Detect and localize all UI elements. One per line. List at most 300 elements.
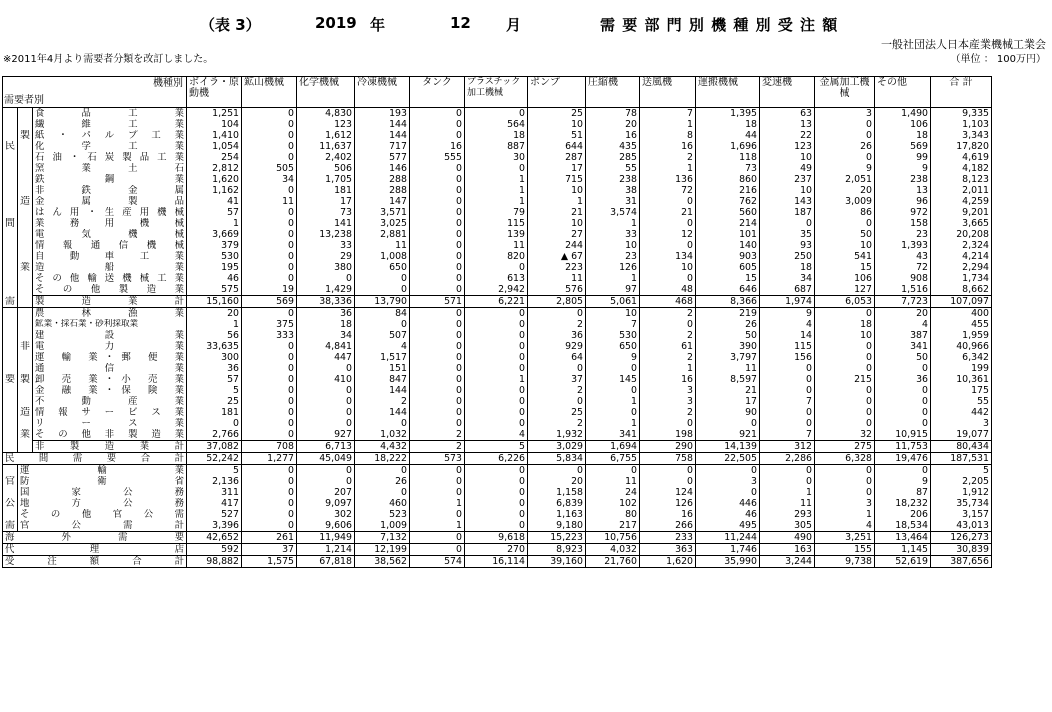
- group-label: [3, 352, 18, 363]
- table-cell: 0: [815, 487, 875, 498]
- table-cell: 569: [242, 296, 297, 308]
- table-cell: 36: [187, 363, 242, 374]
- table-cell: 1: [760, 487, 815, 498]
- group-label: [3, 441, 18, 453]
- table-cell: 63: [760, 108, 815, 120]
- table-row: [3, 229, 992, 240]
- table-cell: 0: [586, 465, 640, 477]
- row-label: 非 鉄 金 属: [33, 185, 187, 196]
- group-label: [18, 240, 33, 251]
- table-cell: 73: [297, 207, 355, 218]
- table-cell: 102: [586, 498, 640, 509]
- table-cell: 141: [297, 218, 355, 229]
- table-cell: 4: [815, 520, 875, 532]
- table-cell: 0: [410, 163, 465, 174]
- table-cell: 0: [528, 308, 586, 320]
- table-cell: 0: [640, 418, 696, 429]
- table-row: [3, 476, 992, 487]
- group-label: [3, 465, 18, 477]
- table-cell: 86: [815, 207, 875, 218]
- table-cell: 10: [528, 119, 586, 130]
- table-cell: 0: [242, 108, 297, 120]
- table-cell: 0: [410, 396, 465, 407]
- table-cell: 11: [528, 273, 586, 284]
- table-cell: 1,620: [187, 174, 242, 185]
- col-header-plastic: プラスチック加工機械: [465, 77, 528, 108]
- table-cell: 0: [465, 319, 528, 330]
- table-cell: 0: [242, 308, 297, 320]
- table-cell: 0: [815, 385, 875, 396]
- table-cell: 564: [465, 119, 528, 130]
- group-label: [18, 441, 33, 453]
- group-label: 需: [3, 296, 18, 308]
- table-cell: 5,834: [528, 453, 586, 465]
- table-cell: 1: [465, 374, 528, 385]
- table-row: [3, 251, 992, 262]
- table-cell: 1,734: [931, 273, 992, 284]
- table-cell: 140: [696, 240, 760, 251]
- group-label: [18, 308, 33, 320]
- table-cell: 18: [875, 130, 931, 141]
- table-cell: 0: [297, 363, 355, 374]
- table-cell: 468: [640, 296, 696, 308]
- group-label: [18, 152, 33, 163]
- table-cell: 0: [410, 130, 465, 141]
- table-cell: 7,132: [355, 532, 410, 544]
- table-cell: 21: [696, 385, 760, 396]
- group-label: 造: [18, 407, 33, 418]
- col-header-chemical: 化学機械: [297, 77, 355, 108]
- table-cell: 155: [815, 544, 875, 556]
- table-cell: 32: [815, 429, 875, 441]
- table-cell: 576: [528, 284, 586, 296]
- table-cell: 0: [297, 385, 355, 396]
- table-cell: 0: [242, 418, 297, 429]
- table-row: [3, 363, 992, 374]
- table-cell: 0: [815, 130, 875, 141]
- table-cell: 0: [355, 284, 410, 296]
- table-cell: 921: [696, 429, 760, 441]
- table-cell: 0: [760, 363, 815, 374]
- row-label: 民 間 需 要 合 計: [3, 453, 187, 465]
- table-cell: 302: [297, 509, 355, 520]
- table-cell: 2,324: [931, 240, 992, 251]
- table-cell: 0: [465, 363, 528, 374]
- table-cell: 0: [640, 476, 696, 487]
- group-label: [3, 196, 18, 207]
- table-cell: 1,959: [931, 330, 992, 341]
- table-cell: 4,619: [931, 152, 992, 163]
- table-cell: 4: [355, 341, 410, 352]
- table-cell: 90: [696, 407, 760, 418]
- table-cell: 1: [187, 319, 242, 330]
- table-cell: 0: [586, 363, 640, 374]
- table-cell: 11: [355, 240, 410, 251]
- table-cell: 0: [528, 363, 586, 374]
- table-cell: 0: [410, 251, 465, 262]
- group-label: [18, 319, 33, 330]
- table-cell: 48: [640, 284, 696, 296]
- table-cell: 10,361: [931, 374, 992, 385]
- table-cell: 10: [586, 240, 640, 251]
- table-cell: 147: [355, 196, 410, 207]
- table-cell: 19,476: [875, 453, 931, 465]
- table-cell: 555: [410, 152, 465, 163]
- table-cell: 0: [410, 385, 465, 396]
- table-row: [3, 532, 992, 544]
- table-cell: 0: [640, 319, 696, 330]
- table-cell: 56: [187, 330, 242, 341]
- table-cell: 0: [410, 407, 465, 418]
- unit-label: （単位 ： 100万円）: [950, 54, 1046, 65]
- table-cell: 0: [586, 407, 640, 418]
- table-cell: 0: [242, 363, 297, 374]
- table-cell: 0: [410, 509, 465, 520]
- table-cell: 80: [586, 509, 640, 520]
- table-row: [3, 185, 992, 196]
- table-cell: 0: [242, 498, 297, 509]
- table-cell: 4: [760, 319, 815, 330]
- table-cell: 0: [410, 284, 465, 296]
- table-cell: 34: [297, 330, 355, 341]
- table-cell: 8,366: [696, 296, 760, 308]
- table-cell: 37,082: [187, 441, 242, 453]
- table-cell: 1: [465, 196, 528, 207]
- col-header-pump: ポンプ: [528, 77, 586, 108]
- table-cell: 10: [815, 240, 875, 251]
- table-cell: 99: [875, 152, 931, 163]
- row-label: 石油・石炭製品工業: [33, 152, 187, 163]
- table-cell: 93: [760, 240, 815, 251]
- table-cell: 25: [187, 396, 242, 407]
- table-row: [3, 487, 992, 498]
- table-cell: 34: [760, 273, 815, 284]
- group-label: [3, 119, 18, 130]
- table-cell: 0: [355, 487, 410, 498]
- table-cell: 0: [355, 418, 410, 429]
- year-unit: 年: [370, 16, 386, 34]
- group-label: [3, 407, 18, 418]
- table-cell: 106: [815, 273, 875, 284]
- table-cell: 442: [931, 407, 992, 418]
- table-cell: 0: [815, 218, 875, 229]
- table-cell: 0: [242, 119, 297, 130]
- table-cell: 0: [465, 341, 528, 352]
- table-cell: 156: [760, 352, 815, 363]
- table-cell: 0: [297, 273, 355, 284]
- orders-table: [2, 76, 992, 568]
- table-cell: 144: [355, 407, 410, 418]
- table-cell: 5,061: [586, 296, 640, 308]
- table-cell: 72: [640, 185, 696, 196]
- table-cell: 31: [586, 196, 640, 207]
- table-cell: 11: [760, 498, 815, 509]
- table-cell: 219: [696, 308, 760, 320]
- table-cell: 3,571: [355, 207, 410, 218]
- table-cell: 0: [465, 487, 528, 498]
- table-cell: 163: [760, 544, 815, 556]
- row-label: 造 船 業: [33, 262, 187, 273]
- table-cell: 52,242: [187, 453, 242, 465]
- table-cell: 762: [696, 196, 760, 207]
- row-label: 鉱業・採石業・砂利採取業: [33, 319, 187, 330]
- group-label: [18, 141, 33, 152]
- table-cell: 1,158: [528, 487, 586, 498]
- table-cell: 11,753: [875, 441, 931, 453]
- table-cell: 9: [875, 163, 931, 174]
- table-cell: 312: [760, 441, 815, 453]
- table-cell: 17: [297, 196, 355, 207]
- group-label: [18, 207, 33, 218]
- table-cell: 2,294: [931, 262, 992, 273]
- table-cell: 0: [242, 229, 297, 240]
- row-label: そ の 他 製 造 業: [33, 284, 187, 296]
- table-cell: 717: [355, 141, 410, 152]
- table-row: [3, 498, 992, 509]
- table-row: [3, 509, 992, 520]
- table-cell: 4,259: [931, 196, 992, 207]
- table-cell: 15,160: [187, 296, 242, 308]
- table-cell: 0: [410, 341, 465, 352]
- table-cell: 46: [696, 509, 760, 520]
- table-cell: 3,665: [931, 218, 992, 229]
- row-label: 不 動 産 業: [33, 396, 187, 407]
- table-cell: 50: [815, 229, 875, 240]
- table-cell: 10: [640, 262, 696, 273]
- table-cell: 1: [410, 498, 465, 509]
- table-row: [3, 108, 992, 120]
- table-cell: 410: [297, 374, 355, 385]
- row-label: 運 輸 業: [18, 465, 187, 477]
- table-cell: 214: [696, 218, 760, 229]
- row-label: 窯 業 土 石: [33, 163, 187, 174]
- table-cell: 64: [528, 352, 586, 363]
- col-header-conveyor: 運搬機械: [696, 77, 760, 108]
- table-cell: 0: [465, 509, 528, 520]
- table-cell: 2,812: [187, 163, 242, 174]
- table-cell: 847: [355, 374, 410, 385]
- table-cell: 530: [187, 251, 242, 262]
- table-row: [3, 396, 992, 407]
- row-label: そ の 他 非 製 造 業: [33, 429, 187, 441]
- table-cell: 22: [760, 130, 815, 141]
- table-cell: 20,208: [931, 229, 992, 240]
- table-row: [3, 374, 992, 385]
- table-cell: 2: [410, 429, 465, 441]
- table-cell: 387,656: [931, 556, 992, 568]
- table-cell: 0: [815, 407, 875, 418]
- table-cell: 0: [410, 363, 465, 374]
- table-row: [3, 520, 992, 532]
- row-label: 化 学 工 業: [33, 141, 187, 152]
- table-cell: 115: [760, 341, 815, 352]
- group-label: 製: [18, 130, 33, 141]
- row-label: 官 公 需 計: [18, 520, 187, 532]
- table-cell: 0: [815, 308, 875, 320]
- group-label: [3, 363, 18, 374]
- table-cell: 23: [586, 251, 640, 262]
- revision-note: ※2011年4月より需要者分類を改訂しました。: [3, 54, 214, 65]
- table-row: [3, 296, 992, 308]
- table-cell: 254: [187, 152, 242, 163]
- table-cell: 11: [465, 240, 528, 251]
- year-value: 2019: [315, 14, 357, 32]
- group-label: 業: [18, 262, 33, 273]
- row-label: 非 製 造 業 計: [33, 441, 187, 453]
- table-row: [3, 152, 992, 163]
- table-cell: 0: [410, 465, 465, 477]
- table-cell: 0: [640, 465, 696, 477]
- table-cell: 6,328: [815, 453, 875, 465]
- table-cell: 79: [465, 207, 528, 218]
- table-cell: 9,335: [931, 108, 992, 120]
- table-cell: 293: [760, 509, 815, 520]
- table-cell: 4,830: [297, 108, 355, 120]
- table-cell: 9,097: [297, 498, 355, 509]
- row-label: 自 動 車 工 業: [33, 251, 187, 262]
- table-cell: 1,705: [297, 174, 355, 185]
- table-cell: 6,755: [586, 453, 640, 465]
- table-cell: 9: [586, 352, 640, 363]
- table-cell: 67,818: [297, 556, 355, 568]
- table-cell: ▲ 67: [528, 251, 586, 262]
- table-cell: 460: [355, 498, 410, 509]
- group-label: [3, 262, 18, 273]
- table-cell: 0: [875, 407, 931, 418]
- table-cell: 0: [815, 363, 875, 374]
- table-cell: 6,713: [297, 441, 355, 453]
- col-header-transmission: 変速機: [760, 77, 815, 108]
- table-row: [3, 284, 992, 296]
- table-cell: 5: [931, 465, 992, 477]
- table-cell: 0: [242, 374, 297, 385]
- table-cell: 708: [242, 441, 297, 453]
- table-cell: 0: [410, 218, 465, 229]
- table-cell: 107,097: [931, 296, 992, 308]
- row-label: 金 融 業・保 険 業: [33, 385, 187, 396]
- group-label: [3, 185, 18, 196]
- table-cell: 435: [586, 141, 640, 152]
- table-cell: 36: [297, 308, 355, 320]
- table-cell: 5: [187, 465, 242, 477]
- table-cell: 16: [410, 141, 465, 152]
- table-cell: 18: [760, 262, 815, 273]
- table-cell: 0: [760, 465, 815, 477]
- table-cell: 78: [586, 108, 640, 120]
- table-cell: 1: [586, 273, 640, 284]
- table-cell: 287: [528, 152, 586, 163]
- table-cell: 36: [875, 374, 931, 385]
- table-cell: 363: [640, 544, 696, 556]
- table-cell: 106: [875, 119, 931, 130]
- table-cell: 0: [465, 385, 528, 396]
- table-cell: 0: [242, 396, 297, 407]
- table-cell: 0: [875, 363, 931, 374]
- table-cell: 541: [815, 251, 875, 262]
- group-label: [3, 429, 18, 441]
- table-cell: 0: [410, 174, 465, 185]
- table-cell: 13,464: [875, 532, 931, 544]
- table-cell: 9,618: [465, 532, 528, 544]
- group-label: 非: [18, 341, 33, 352]
- table-cell: 198: [640, 429, 696, 441]
- row-label: 防 衛 省: [18, 476, 187, 487]
- table-cell: 0: [242, 465, 297, 477]
- table-cell: 0: [242, 152, 297, 163]
- row-label: 製 造 業 計: [33, 296, 187, 308]
- table-cell: 0: [875, 396, 931, 407]
- table-cell: 3,244: [760, 556, 815, 568]
- table-cell: 16: [640, 509, 696, 520]
- group-label: [3, 108, 18, 120]
- table-cell: 0: [410, 374, 465, 385]
- table-cell: 446: [696, 498, 760, 509]
- table-cell: 238: [875, 174, 931, 185]
- table-cell: 270: [465, 544, 528, 556]
- table-cell: 35,734: [931, 498, 992, 509]
- table-cell: 490: [760, 532, 815, 544]
- group-label: 造: [18, 196, 33, 207]
- row-label: 代 理 店: [3, 544, 187, 556]
- table-cell: 181: [187, 407, 242, 418]
- table-cell: 38: [586, 185, 640, 196]
- table-cell: 3: [696, 476, 760, 487]
- table-cell: 0: [465, 352, 528, 363]
- col-header-other: その他: [875, 77, 931, 108]
- row-label: 金 属 製 品: [33, 196, 187, 207]
- group-label: [3, 509, 18, 520]
- table-cell: 1,054: [187, 141, 242, 152]
- col-header-tank: タンク: [410, 77, 465, 108]
- table-cell: 19,077: [931, 429, 992, 441]
- group-label: 官: [3, 476, 18, 487]
- table-cell: 43: [875, 251, 931, 262]
- table-cell: 1: [586, 218, 640, 229]
- table-cell: 1,620: [640, 556, 696, 568]
- table-cell: 34: [242, 174, 297, 185]
- table-cell: 0: [760, 374, 815, 385]
- table-cell: 0: [410, 207, 465, 218]
- table-cell: 37: [528, 374, 586, 385]
- table-cell: 903: [696, 251, 760, 262]
- table-cell: 158: [875, 218, 931, 229]
- table-cell: 8,662: [931, 284, 992, 296]
- table-cell: 2,402: [297, 152, 355, 163]
- table-cell: 0: [410, 196, 465, 207]
- table-cell: 26: [696, 319, 760, 330]
- table-cell: 40,966: [931, 341, 992, 352]
- group-label: [3, 163, 18, 174]
- row-label: 農 林 漁 業: [33, 308, 187, 320]
- table-cell: 613: [465, 273, 528, 284]
- table-cell: 0: [528, 465, 586, 477]
- table-cell: 1,696: [696, 141, 760, 152]
- table-cell: 1,032: [355, 429, 410, 441]
- table-cell: 2: [355, 396, 410, 407]
- table-cell: 104: [187, 119, 242, 130]
- group-label: [18, 352, 33, 363]
- table-cell: 6,839: [528, 498, 586, 509]
- group-label: [3, 284, 18, 296]
- table-cell: 0: [465, 476, 528, 487]
- table-cell: 10: [760, 185, 815, 196]
- table-cell: 16: [586, 130, 640, 141]
- table-row: [3, 141, 992, 152]
- table-cell: 215: [815, 374, 875, 385]
- table-cell: 8,923: [528, 544, 586, 556]
- table-cell: 2,942: [465, 284, 528, 296]
- table-cell: 0: [242, 251, 297, 262]
